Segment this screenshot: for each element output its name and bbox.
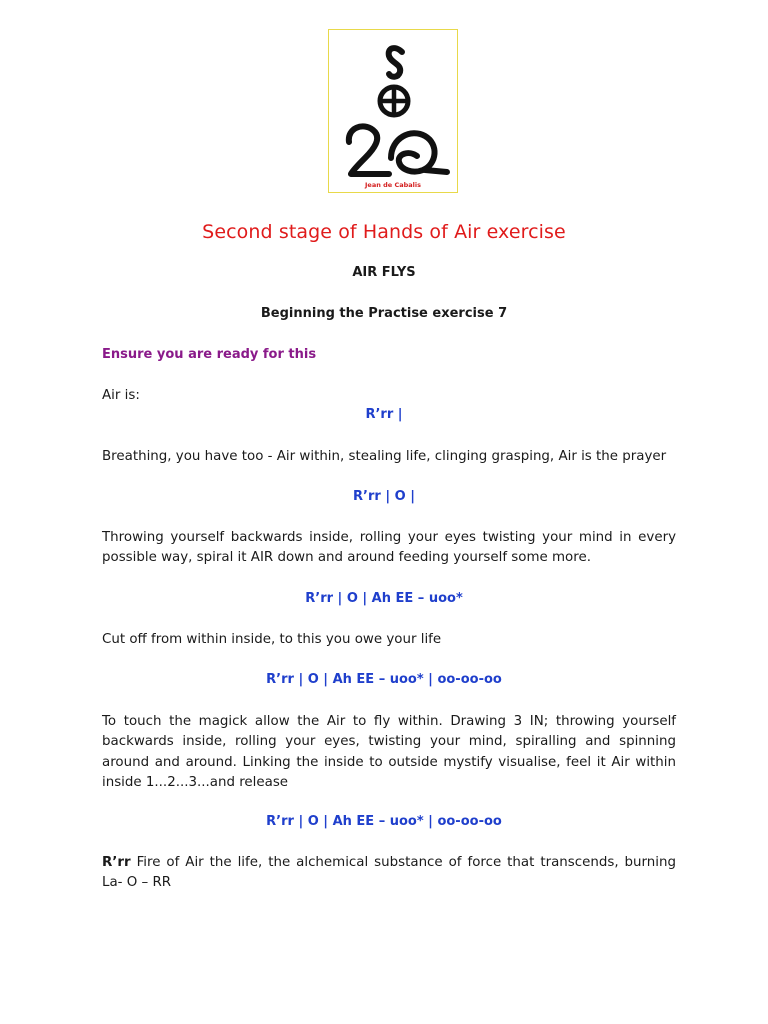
page-title: Second stage of Hands of Air exercise: [202, 221, 566, 243]
final-bold-term: R’rr: [102, 855, 131, 870]
notice: Ensure you are ready for this: [102, 347, 317, 362]
air-is-text: Air is:: [102, 388, 140, 403]
chant-line-3: R’rr | O | Ah EE – uoo*: [305, 591, 463, 606]
logo: [328, 29, 458, 193]
chant-line-5: R’rr | O | Ah EE – uoo* | oo-oo-oo: [266, 814, 502, 829]
logo-caption: Jean de Cabalis: [365, 181, 421, 189]
subheading: Beginning the Practise exercise 7: [260, 306, 508, 321]
throwing-paragraph: Throwing yourself backwards inside, rolling your eyes twisting your mind in every possible way, spiral it AIR down and around feeding yourself some more.: [102, 530, 676, 566]
chant-line-4: R’rr | O | Ah EE – uoo* | oo-oo-oo: [266, 672, 502, 687]
breathing-paragraph: Breathing, you have too - Air within, stealing life, clinging grasping, Air is the prayer: [102, 449, 667, 464]
chant-line-2: R’rr | O |: [353, 489, 415, 504]
chant-line-1: R’rr |: [365, 407, 403, 422]
touch-paragraph: To touch the magick allow the Air to fly within. Drawing 3 IN; throwing yourself backwards inside, rolling your eyes, twisting your mind, spiralling and spinning around and around. Linking the inside to outside mystify visualise, feel it Air within inside 1...2...3...and release: [102, 714, 676, 791]
final-paragraph: [102, 853, 676, 894]
heading: AIR FLYS: [352, 265, 416, 280]
final-rest-text: Fire of Air the life, the alchemical substance of force that transcends, burning La- O – RR: [102, 855, 676, 891]
cutoff-paragraph: Cut off from within inside, to this you owe your life: [102, 632, 442, 647]
sigil-icon: [329, 30, 459, 194]
